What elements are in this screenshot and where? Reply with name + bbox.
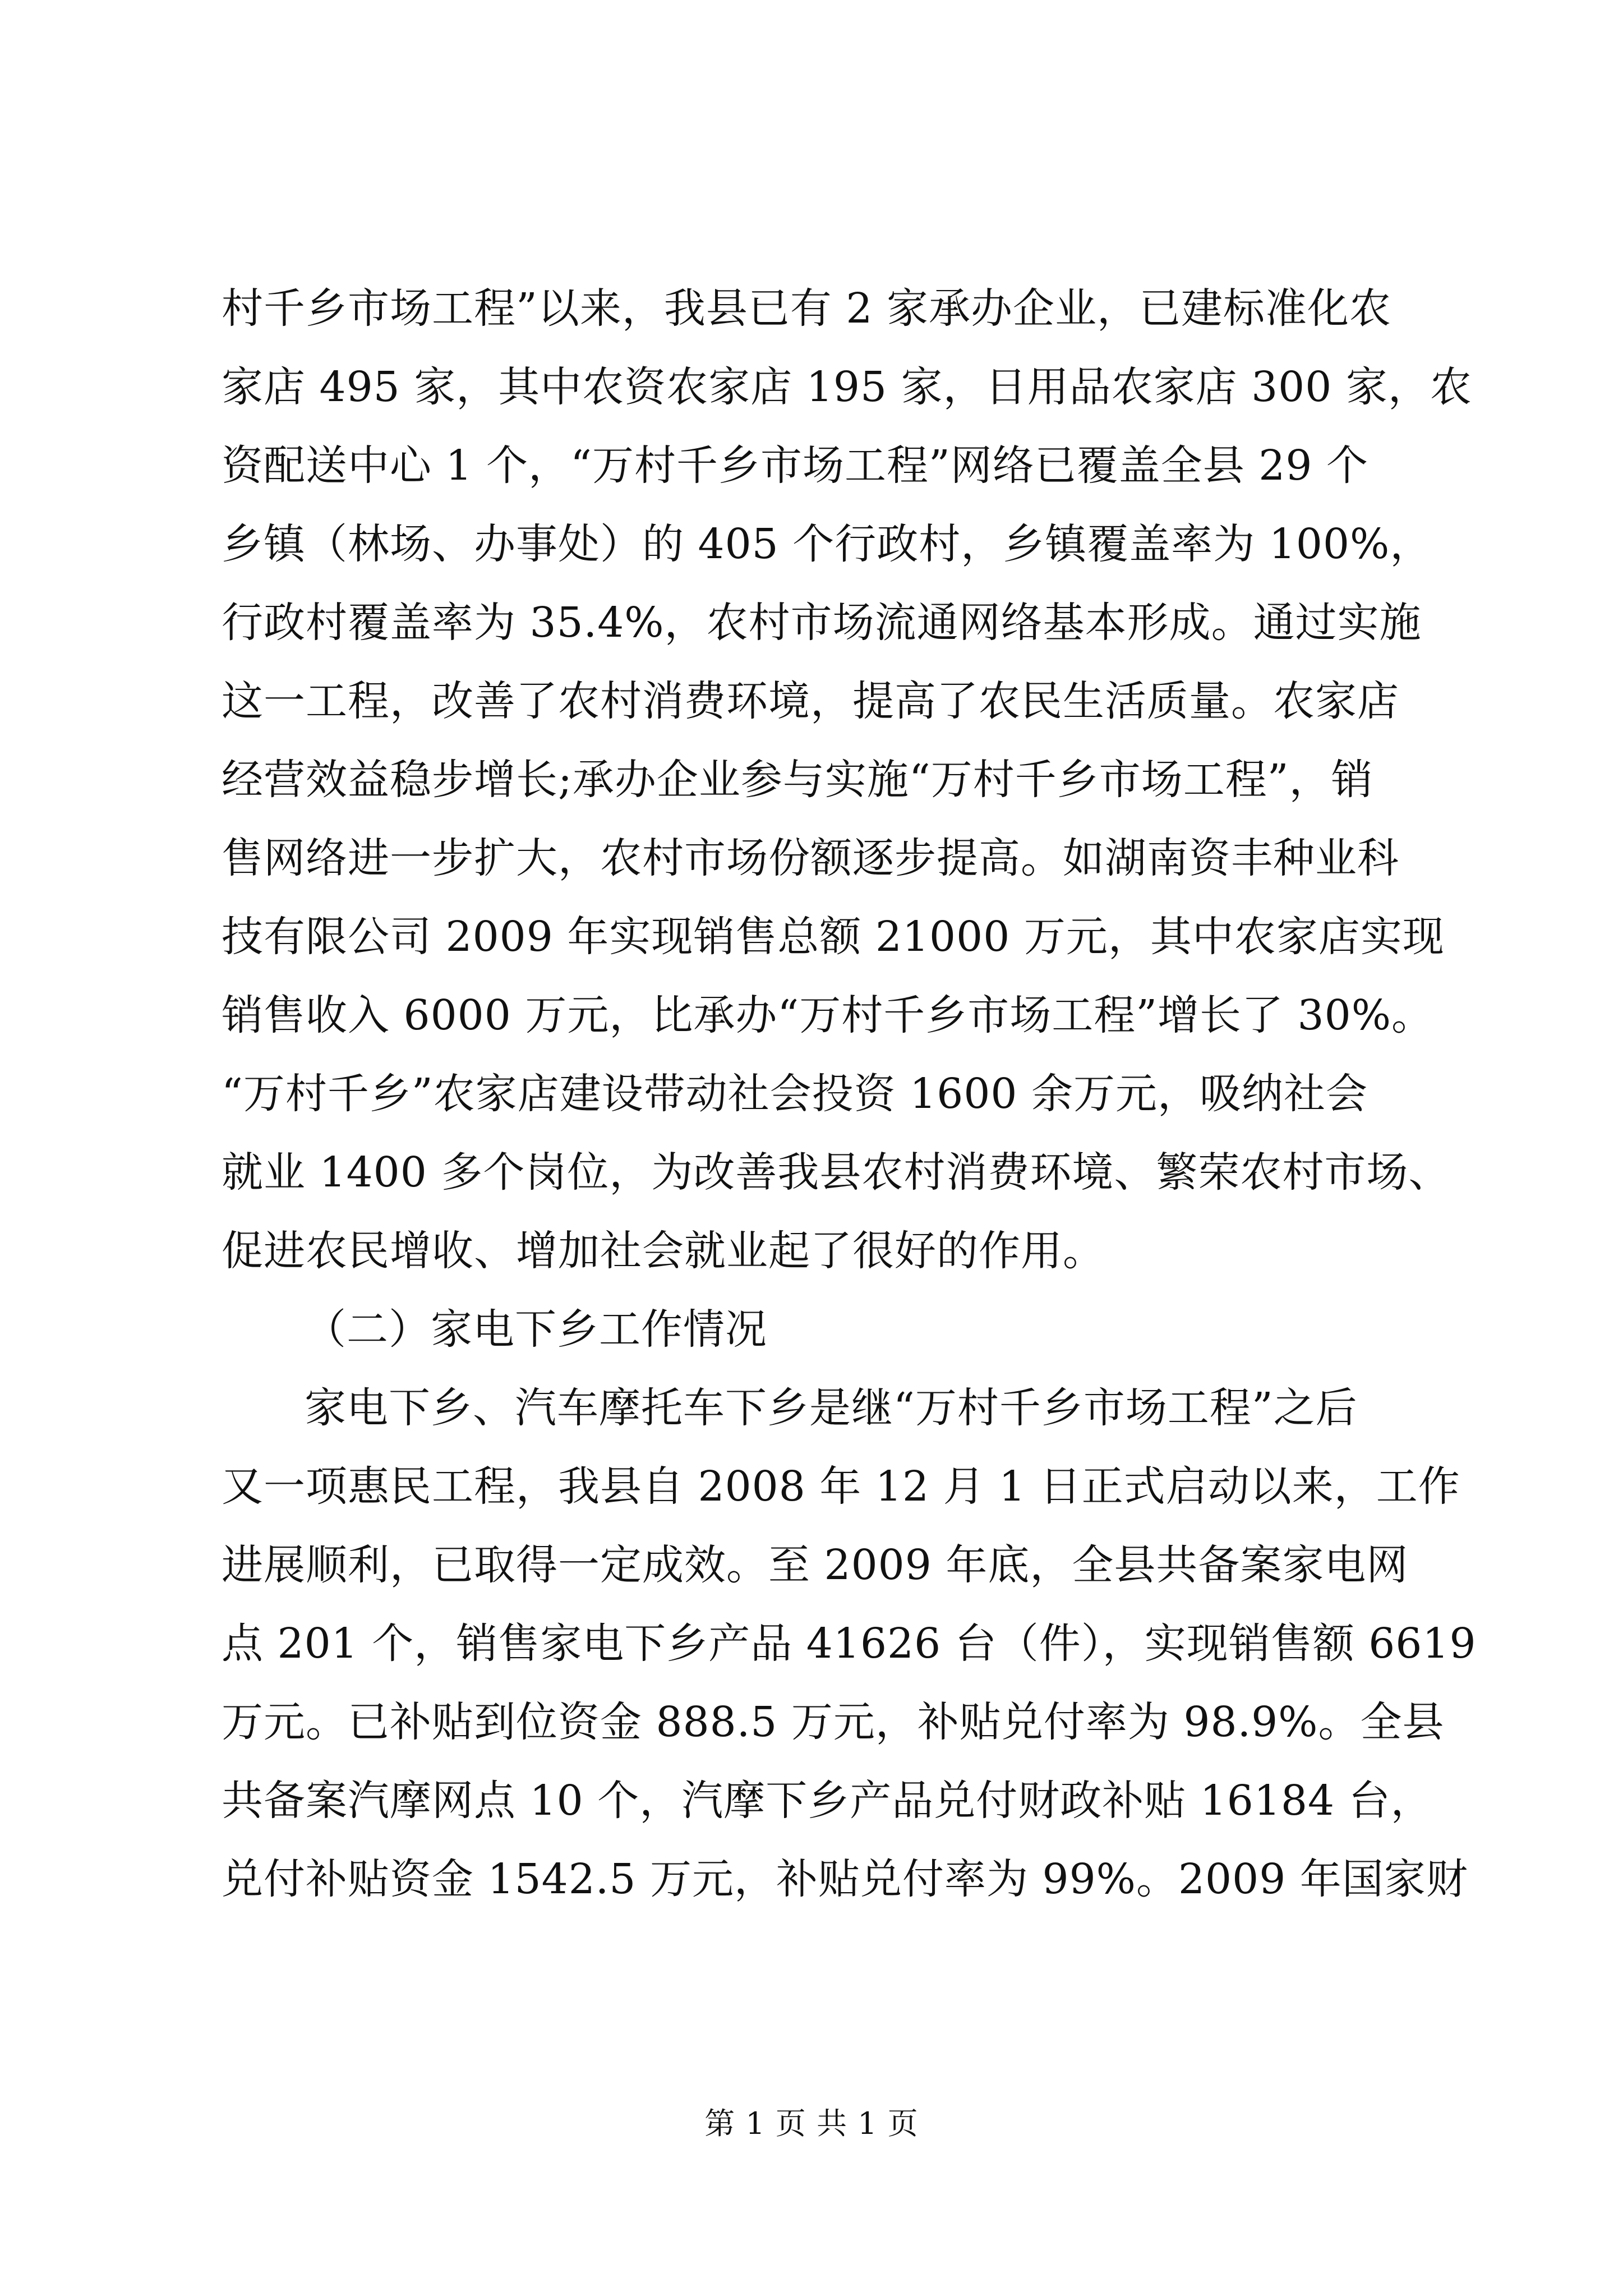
text-line: 进展顺利，已取得一定成效。至 2009 年底，全县共备案家电网 xyxy=(222,1541,1409,1589)
text-line: 这一工程，改善了农村消费环境，提高了农民生活质量。农家店 xyxy=(222,677,1399,725)
text-line: 促进农民增收、增加社会就业起了很好的作用。 xyxy=(222,1227,1105,1275)
text-line: 行政村覆盖率为 35.4%，农村市场流通网络基本形成。通过实施 xyxy=(222,599,1422,647)
text-line: 技有限公司 2009 年实现销售总额 21000 万元，其中农家店实现 xyxy=(222,913,1445,961)
text-line: 就业 1400 多个岗位，为改善我县农村消费环境、繁荣农村市场、 xyxy=(222,1148,1451,1197)
page-number-footer: 第 1 页 共 1 页 xyxy=(704,2106,919,2141)
text-line: 销售收入 6000 万元，比承办“万村千乡市场工程”增长了 30%。 xyxy=(222,991,1434,1039)
text-line: 家电下乡、汽车摩托车下乡是继“万村千乡市场工程”之后 xyxy=(305,1384,1358,1432)
text-line: 资配送中心 1 个，“万村千乡市场工程”网络已覆盖全县 29 个 xyxy=(222,441,1368,490)
text-line: 售网络进一步扩大，农村市场份额逐步提高。如湖南资丰种业科 xyxy=(222,834,1399,882)
text-line: 又一项惠民工程，我县自 2008 年 12 月 1 日正式启动以来，工作 xyxy=(222,1462,1460,1511)
text-line: 兑付补贴资金 1542.5 万元，补贴兑付率为 99%。2009 年国家财 xyxy=(222,1855,1468,1903)
text-line: “万村千乡”农家店建设带动社会投资 1600 余万元，吸纳社会 xyxy=(222,1070,1368,1118)
text-line: 万元。已补贴到位资金 888.5 万元，补贴兑付率为 98.9%。全县 xyxy=(222,1698,1445,1746)
text-line: 点 201 个，销售家电下乡产品 41626 台（件），实现销售额 6619 xyxy=(222,1619,1477,1668)
text-line: 村千乡市场工程”以来，我县已有 2 家承办企业，已建标准化农 xyxy=(222,284,1391,333)
text-line: 经营效益稳步增长;承办企业参与实施“万村千乡市场工程”，销 xyxy=(222,756,1373,804)
text-line: 乡镇（林场、办事处）的 405 个行政村，乡镇覆盖率为 100%， xyxy=(222,520,1432,568)
text-line: 家店 495 家，其中农资农家店 195 家，日用品农家店 300 家，农 xyxy=(222,363,1472,411)
section-heading: （二）家电下乡工作情况 xyxy=(305,1305,767,1354)
text-line: 共备案汽摩网点 10 个，汽摩下乡产品兑付财政补贴 16184 台， xyxy=(222,1777,1433,1825)
